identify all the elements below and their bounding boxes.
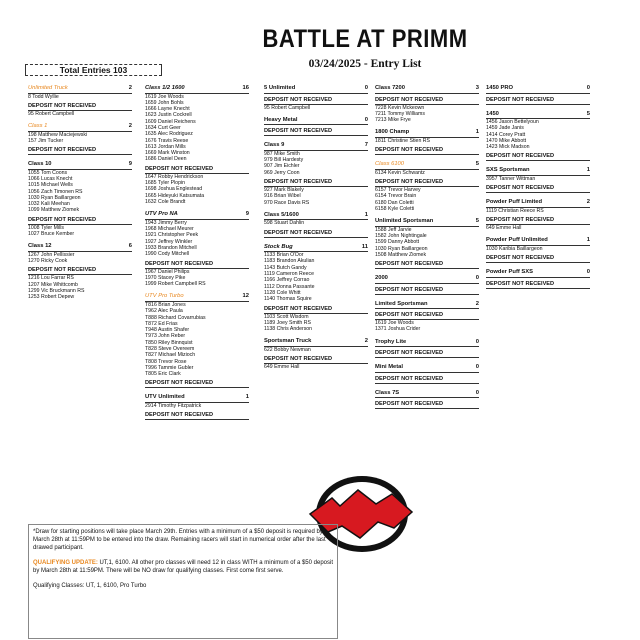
class-count: 2 (586, 199, 590, 206)
class-count: 16 (242, 85, 249, 91)
class-header (375, 218, 479, 227)
entry: T948 Austin Shafer (145, 327, 190, 334)
entry: T827 Michael Mizioch (145, 352, 196, 359)
entry: 1183 Brandon Akulian (264, 258, 315, 265)
class-header (264, 338, 368, 347)
class-header (375, 85, 479, 94)
deposit-entry: 1207 Mike Whittcomb (28, 281, 78, 288)
deposit-not-received-heading: DEPOSIT NOT RECEIVED (375, 147, 479, 155)
class-header (375, 390, 479, 399)
entry: 1270 Ricky Cook (28, 258, 68, 265)
entry: 1635 Alec Rodriguez (145, 131, 193, 138)
entry: 1119 Cameron Reece (264, 271, 314, 278)
entry: 1659 John Bohls (145, 99, 184, 106)
class-count: 0 (475, 275, 479, 282)
entry: T872 Ed Frias (145, 320, 178, 327)
entry: 1030 Ryan Baillargeon (28, 194, 81, 201)
entry: 1032 Kali Meehan (28, 201, 70, 208)
entry: 6134 Kevin Schwantz (375, 169, 425, 176)
deposit-not-received-heading: DEPOSIT NOT RECEIVED (375, 97, 479, 105)
entry: 1414 Corey Pratt (486, 131, 526, 138)
class-header (264, 117, 368, 126)
deposit-entry: 1103 Scott Wisdom (264, 313, 309, 320)
class-name: Class 12 (28, 243, 52, 250)
class-header (28, 85, 132, 94)
class-count: 5 (475, 161, 479, 168)
class-count: 5 (586, 110, 590, 117)
class-name: Class 7S (375, 389, 400, 396)
class-count: 0 (364, 85, 368, 91)
entry: 1099 Matthew Ziomek (28, 207, 80, 214)
page-title: BATTLE AT PRIMM (262, 24, 468, 53)
entry: T808 Trevor Rose (145, 358, 187, 365)
deposit-not-received-heading: DEPOSIT NOT RECEIVED (264, 356, 368, 364)
class-count: 1 (586, 167, 590, 174)
deposit-entry: 649 Emme Hall (486, 225, 522, 232)
class-count: 2 (364, 338, 368, 345)
entry: 1056 Zach Timonen RS (28, 188, 83, 195)
deposit-not-received-heading: DEPOSIT NOT RECEIVED (375, 312, 479, 320)
class-name: Unlimited Sportsman (375, 218, 434, 225)
class-count: 0 (586, 269, 590, 276)
entry: 1927 Jeffrey Winkler (145, 238, 193, 245)
class-block (145, 394, 249, 426)
class-block (264, 85, 368, 117)
entry: 1968 Michael Meurer (145, 226, 194, 233)
entry: 1470 Mike Abbott (486, 137, 527, 144)
class-header (145, 85, 249, 94)
entry: 1140 Thomas Squire (264, 296, 312, 303)
class-block (375, 161, 479, 218)
class-block (375, 218, 479, 275)
column-5 (486, 85, 590, 295)
entry: T850 Riley Binnquist (145, 339, 193, 346)
entry: 1990 Cody Mitchell (145, 251, 190, 258)
class-header (486, 167, 590, 176)
total-entries-label: Total Entries 103 (59, 65, 128, 75)
deposit-entry: 1685 Tyler Plopin (145, 180, 185, 187)
class-count: 0 (364, 116, 368, 123)
class-header (375, 339, 479, 348)
class-header (145, 211, 249, 220)
entry: 2914 Timothy Fitzpatrick (145, 402, 202, 409)
entry: 1666 Layne Knecht (145, 106, 190, 113)
column-2 (145, 85, 249, 426)
class-block (28, 243, 132, 306)
deposit-entry: 95 Robert Campbell (264, 104, 311, 111)
entry: 1066 Lucas Knecht (28, 175, 73, 182)
entry: 1588 Jeff Jarvie (375, 226, 412, 233)
deposit-not-received-heading: DEPOSIT NOT RECEIVED (375, 350, 479, 358)
class-header (264, 244, 368, 253)
entry: 1811 Christine Stien RS (375, 137, 430, 144)
class-header (486, 269, 590, 278)
class-header (486, 199, 590, 208)
class-name: 5 Unlimited (264, 85, 296, 91)
entry: 987 Mike Smith (264, 150, 300, 157)
class-block (375, 364, 479, 390)
deposit-entry: 7213 Mike Frye (375, 117, 411, 124)
class-block (28, 123, 132, 161)
deposit-entry: 1619 Joe Woods (375, 320, 414, 327)
deposit-entry: 1967 Daniel Philips (145, 268, 190, 275)
class-count: 0 (475, 338, 479, 345)
entry: 1166 Jeffrey Corrao (264, 277, 310, 284)
class-name: Class 6100 (375, 161, 405, 168)
entry: 1030 Karibia Baillargeon (486, 245, 543, 252)
class-name: Powder Puff Limited (486, 199, 543, 206)
entry: 1582 John Nightingale (375, 232, 427, 239)
class-block (145, 85, 249, 211)
class-name: Class 7200 (375, 85, 405, 91)
deposit-entry: 6157 Trevor Harvey (375, 186, 421, 193)
deposit-entry: 1008 Tyler Mills (28, 224, 64, 231)
deposit-not-received-heading: DEPOSIT NOT RECEIVED (145, 261, 249, 269)
qualifying-text: UT,1, 6100. All other pro classes will need 12 in class WITH a minimum of a $50 deposit by March 28th at 11:59PM. There will be NO draw for qualifying classes. First come first serve. (33, 560, 333, 574)
entry: 1267 John Pellissier (28, 251, 75, 258)
entry: 157 Jim Tucker (28, 137, 64, 144)
class-block (486, 269, 590, 295)
class-count: 1 (586, 237, 590, 244)
deposit-not-received-heading: DEPOSIT NOT RECEIVED (375, 401, 479, 409)
class-header (375, 129, 479, 138)
class-count: 9 (128, 161, 132, 168)
column-4 (375, 85, 479, 415)
class-block (375, 339, 479, 365)
deposit-entry: 6158 Kyle Coletti (375, 205, 415, 212)
entry: T828 Steve Overeem (145, 346, 195, 352)
entry: 598 Stuart Dahlin (264, 220, 305, 227)
class-name: 1800 Champ (375, 129, 410, 136)
draw-note: *Draw for starting positions will take place March 29th. Entries with a minimum of a $50 deposit is required by March 28th at 11:59PM to be entered into the draw. Remaining racers will start in numerical order after the last drawed participant. (33, 529, 326, 551)
deposit-entry: 1647 Robby Hendrickson (145, 173, 204, 180)
class-count: 0 (475, 389, 479, 396)
class-count: 3 (475, 85, 479, 91)
deposit-not-received-heading: DEPOSIT NOT RECEIVED (28, 147, 132, 155)
class-header (145, 394, 249, 403)
class-block (486, 167, 590, 199)
class-header (264, 85, 368, 94)
class-name: Powder Puff Unlimited (486, 237, 548, 244)
entry: T996 Tammie Gubler (145, 364, 194, 371)
class-name: Mini Metal (375, 364, 404, 371)
class-block (486, 237, 590, 269)
entry: 622 Bobby Newman (264, 346, 311, 353)
class-count: 0 (475, 364, 479, 371)
column-1 (28, 85, 132, 307)
class-header (28, 243, 132, 252)
class-count: 2 (128, 123, 132, 130)
class-count: 12 (242, 293, 249, 300)
class-name: UTV Unlimited (145, 394, 185, 401)
deposit-not-received-heading: DEPOSIT NOT RECEIVED (264, 230, 368, 238)
class-header (375, 364, 479, 373)
page-subtitle: 03/24/2025 - Entry List (308, 58, 422, 70)
entry: 1119 Christian Reece RS (486, 207, 544, 214)
class-name: 1450 PRO (486, 85, 514, 91)
class-header (28, 161, 132, 170)
class-header (375, 161, 479, 170)
deposit-not-received-heading: DEPOSIT NOT RECEIVED (486, 255, 590, 263)
entry: 1055 Tom Coons (28, 169, 68, 176)
deposit-not-received-heading: DEPOSIT NOT RECEIVED (145, 380, 249, 388)
column-3 (264, 85, 368, 377)
entry: T973 John Reber (145, 333, 186, 340)
class-name: Heavy Metal (264, 116, 298, 123)
entry: 969 Jerry Coon (264, 169, 300, 176)
class-block (264, 142, 368, 212)
deposit-not-received-heading: DEPOSIT NOT RECEIVED (264, 179, 368, 187)
deposit-not-received-heading: DEPOSIT NOT RECEIVED (486, 153, 590, 161)
class-block (264, 212, 368, 244)
entry: 1609 Daniel Reichens (145, 118, 196, 125)
entry: 1456 Jason Bettelyoun (486, 119, 539, 125)
deposit-not-received-heading: DEPOSIT NOT RECEIVED (145, 166, 249, 174)
deposit-entry: 1665 Hideyuki Katsumata (145, 192, 205, 199)
deposit-not-received-heading: DEPOSIT NOT RECEIVED (375, 287, 479, 295)
class-count: 0 (586, 85, 590, 91)
entry: T805 Eric Clark (145, 371, 181, 378)
class-count: 1 (475, 129, 479, 136)
class-count: 9 (245, 211, 249, 218)
deposit-entry: 1189 Joey Smith RS (264, 319, 311, 326)
entry: 1112 Donna Passante (264, 283, 315, 290)
deposit-not-received-heading: DEPOSIT NOT RECEIVED (145, 412, 249, 420)
class-block (28, 85, 132, 123)
class-block (145, 293, 249, 394)
total-entries-box (25, 64, 162, 76)
class-header (486, 85, 590, 94)
entry: 1623 Justin Cockrell (145, 112, 192, 119)
class-header (375, 301, 479, 310)
deposit-entry: 927 Mark Blakely (264, 186, 304, 193)
entry: 1613 Jordan Mills (145, 143, 186, 150)
entry: 1619 Joe Woods (145, 93, 184, 100)
deposit-not-received-heading: DEPOSIT NOT RECEIVED (375, 261, 479, 269)
entry: 1128 Cole Whitt (264, 289, 301, 296)
deposit-entry: 1253 Robert Depew (28, 294, 75, 301)
deposit-entry: 916 Brian Wibel (264, 193, 301, 200)
class-header (264, 212, 368, 221)
class-name: Class 1/2 1600 (145, 85, 185, 91)
class-name: Trophy Lite (375, 338, 407, 345)
class-block (264, 338, 368, 376)
deposit-not-received-heading: DEPOSIT NOT RECEIVED (28, 217, 132, 225)
entry: 1921 Christopher Peek (145, 232, 199, 239)
class-header (264, 142, 368, 151)
entry: 198 Matthew Maciejewski (28, 131, 88, 138)
class-block (486, 111, 590, 168)
entry: 1676 Travis Reese (145, 137, 189, 144)
deposit-not-received-heading: DEPOSIT NOT RECEIVED (28, 267, 132, 275)
entry: 1634 Curt Geer (145, 124, 181, 131)
deposit-not-received-heading: DEPOSIT NOT RECEIVED (375, 179, 479, 187)
deposit-entry: 1216 Lou Farrar RS (28, 275, 74, 282)
entry: 1599 Danny Abbott (375, 239, 420, 246)
deposit-entry: 6180 Dan Coletti (375, 199, 414, 206)
deposit-not-received-heading: DEPOSIT NOT RECEIVED (486, 281, 590, 289)
deposit-not-received-heading: DEPOSIT NOT RECEIVED (486, 97, 590, 105)
deposit-entry: 1698 Joshua Englestead (145, 186, 203, 193)
entry: 1423 Mick Madson (486, 144, 530, 151)
entry: 1133 Brian O'Dor (264, 252, 304, 259)
notes-box (28, 524, 338, 639)
class-name: 1450 (486, 110, 499, 117)
deposit-not-received-heading: DEPOSIT NOT RECEIVED (375, 376, 479, 384)
deposit-not-received-heading: DEPOSIT NOT RECEIVED (264, 306, 368, 314)
deposit-entry: 7228 Kevin Mckeown (375, 104, 425, 111)
entry: 1459 Jade Janis (486, 125, 524, 132)
deposit-entry: 1632 Cole Brandt (145, 198, 186, 205)
deposit-not-received-heading: DEPOSIT NOT RECEIVED (264, 128, 368, 136)
class-name: Powder Puff SXS (486, 269, 534, 276)
entry: 907 Jim Eichler (264, 163, 300, 170)
entry: T962 Alec Paula (145, 308, 183, 315)
class-header (486, 111, 590, 120)
deposit-entry: 6154 Trevor Brain (375, 193, 417, 200)
entry: 1669 Mark Winston (145, 150, 190, 157)
class-name: SXS Sportsman (486, 167, 530, 174)
entry: T816 Brian Jones (145, 301, 186, 308)
class-name: Stock Bug (264, 243, 293, 250)
class-block (375, 301, 479, 339)
class-block (145, 211, 249, 293)
class-name: UTV Pro Turbo (145, 293, 184, 300)
entry: 8 Todd Wyllie (28, 93, 59, 100)
entry: 1933 Brandon Mitchell (145, 244, 197, 251)
class-block (28, 161, 132, 243)
class-header (375, 275, 479, 284)
deposit-not-received-heading: DEPOSIT NOT RECEIVED (486, 217, 590, 225)
entry: 979 Bill Hardesty (264, 157, 304, 164)
class-name: 2000 (375, 275, 388, 282)
deposit-entry: 1970 Stacey Pike (145, 274, 186, 281)
deposit-entry: 1371 Joshua Crider (375, 326, 421, 333)
deposit-entry: 970 Race Davis RS (264, 199, 310, 206)
class-name: Unlimited Truck (28, 85, 68, 91)
class-count: 7 (364, 142, 368, 149)
entry: 1508 Matthew Ziomek (375, 251, 427, 258)
deposit-entry: 649 Emme Hall (264, 364, 300, 371)
class-block (375, 275, 479, 301)
entry: 1686 Daniel Deen (145, 156, 187, 163)
entry: 1943 Jimmy Berry (145, 219, 187, 226)
deposit-entry: 1999 Robert Campbell RS (145, 281, 206, 288)
class-block (375, 390, 479, 416)
class-block (486, 199, 590, 237)
deposit-not-received-heading: DEPOSIT NOT RECEIVED (486, 185, 590, 193)
entry: 1015 Michael Wells (28, 182, 73, 189)
class-header (28, 123, 132, 132)
class-header (486, 237, 590, 246)
class-count: 2 (475, 300, 479, 307)
class-block (375, 85, 479, 129)
class-name: Sportsman Truck (264, 338, 312, 345)
class-name: Limited Sportsman (375, 300, 428, 307)
qualifying-note (33, 559, 333, 575)
qualifying-label: QUALIFYING UPDATE: (33, 560, 98, 566)
class-header (145, 293, 249, 302)
class-name: UTV Pro NA (145, 211, 178, 218)
class-name: Class 1 (28, 123, 48, 130)
class-block (264, 244, 368, 339)
deposit-not-received-heading: DEPOSIT NOT RECEIVED (264, 97, 368, 105)
entry: 3957 Tanner Wittman (486, 175, 536, 182)
class-count: 11 (361, 243, 368, 250)
class-block (486, 85, 590, 111)
qualifying-classes: Qualifying Classes: UT, 1, 6100, Pro Turbo (33, 583, 147, 589)
class-name: Class 10 (28, 161, 52, 168)
deposit-entry: 1299 Vic Bruckmann RS (28, 288, 85, 295)
entry: 1030 Ryan Baillargeon (375, 245, 428, 252)
class-block (375, 129, 479, 161)
deposit-entry: 1027 Bruce Kember (28, 231, 75, 238)
deposit-entry: 95 Robert Campbell (28, 110, 75, 117)
deposit-entry: 7211 Tommy Williams (375, 110, 425, 117)
entry: 1143 Butch Gandy (264, 264, 307, 271)
deposit-not-received-heading: DEPOSIT NOT RECEIVED (28, 103, 132, 111)
class-count: 1 (245, 394, 249, 401)
class-count: 1 (364, 211, 368, 218)
entry: T888 Richard Covarrubias (145, 314, 206, 321)
class-count: 5 (475, 218, 479, 225)
class-name: Class 9 (264, 142, 285, 149)
deposit-entry: 1138 Chris Anderson (264, 326, 313, 333)
class-count: 2 (128, 85, 132, 91)
class-name: Class 5/1600 (264, 211, 299, 218)
class-count: 6 (128, 243, 132, 250)
class-block (264, 117, 368, 143)
